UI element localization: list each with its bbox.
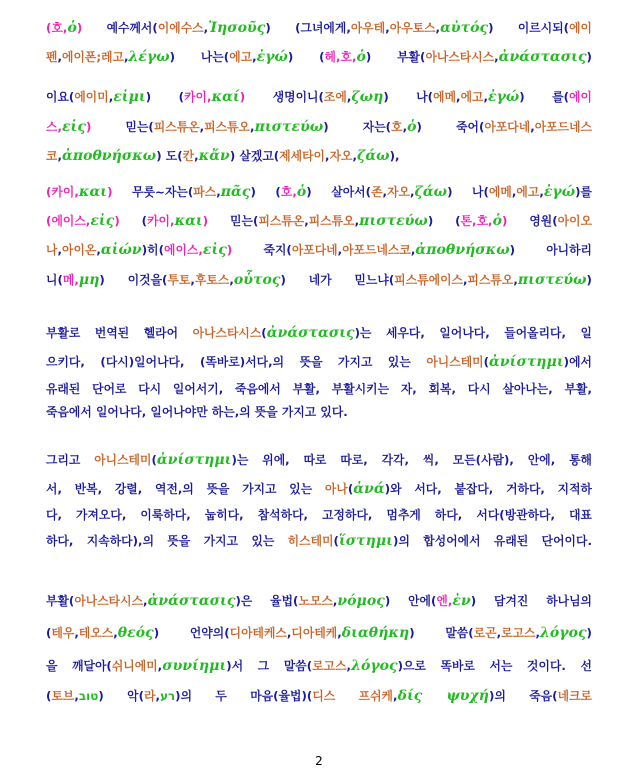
text-segment: ) 부활( xyxy=(365,50,426,64)
particle: , xyxy=(488,214,493,228)
text-segment: , xyxy=(494,50,499,64)
transliteration: 존 xyxy=(371,185,383,199)
particle: ( xyxy=(46,185,52,199)
transliteration: 아포드네스 xyxy=(534,120,592,134)
text-segment: ( xyxy=(333,534,339,548)
particle: , xyxy=(170,214,175,228)
original-word: ὁ xyxy=(356,49,366,65)
original-word: εἰμι xyxy=(113,89,146,105)
text-segment: , xyxy=(462,273,468,287)
text-segment: )으로 똑바로 서는 것이다. 선 xyxy=(397,659,592,673)
text-segment: , xyxy=(382,185,388,199)
text-line xyxy=(46,507,592,523)
text-segment: , xyxy=(124,50,129,64)
original-word: ἀνίστημι xyxy=(489,354,564,370)
transliteration: 에메 xyxy=(488,185,512,199)
original-word: ἀνάστασις xyxy=(266,325,355,341)
transliteration: 투토 xyxy=(167,273,191,287)
text-segment: )의 두 마음(율법)( xyxy=(175,689,313,703)
text-segment: , xyxy=(352,149,358,163)
original-word: εἰς xyxy=(202,242,227,258)
text-segment: ) xyxy=(586,273,592,287)
original-word: θεός xyxy=(117,625,154,641)
text-segment: , xyxy=(535,626,541,640)
particle: ) xyxy=(226,243,233,257)
text-segment: , xyxy=(286,626,292,640)
transliteration: 피스튜온 xyxy=(153,120,200,134)
text-segment: , xyxy=(74,689,79,703)
particle: 스 xyxy=(46,120,58,134)
text-segment: ) 아니하리 xyxy=(509,243,592,257)
particle: 호 xyxy=(51,21,63,35)
text-line xyxy=(46,184,592,200)
text-line xyxy=(46,593,592,609)
particle: ) xyxy=(114,214,120,228)
original-word: λόγος xyxy=(351,658,398,674)
original-word: ὁ xyxy=(67,20,77,36)
text-segment: ), xyxy=(389,149,400,163)
transliteration: 디아테케 xyxy=(291,626,338,640)
transliteration: 아나 xyxy=(324,482,348,496)
transliteration: 코 xyxy=(46,149,58,163)
text-segment: ) ( xyxy=(287,50,325,64)
text-segment: 예수께서( xyxy=(82,21,158,35)
text-segment: , xyxy=(354,214,360,228)
original-word: ὁ xyxy=(492,213,502,229)
original-word: ἀποθνήσκω xyxy=(62,148,157,164)
transliteration: 피스튜오 xyxy=(308,214,355,228)
transliteration: 디아테케스 xyxy=(229,626,287,640)
text-segment: , xyxy=(530,120,535,134)
transliteration: 에이폰;레고 xyxy=(62,50,124,64)
text-segment: , xyxy=(57,50,62,64)
text-line xyxy=(46,404,592,420)
transliteration: 에메 xyxy=(433,90,457,104)
transliteration: 아이온 xyxy=(62,243,97,257)
text-line xyxy=(46,452,592,468)
text-segment: ) 나( xyxy=(383,90,434,104)
particle: ) xyxy=(239,90,246,104)
particle: ( xyxy=(46,21,52,35)
text-segment: , xyxy=(385,21,390,35)
text-segment: , xyxy=(203,21,209,35)
text-segment: ) 나는( xyxy=(169,50,230,64)
transliteration: 아우토스 xyxy=(389,21,436,35)
text-segment: , xyxy=(194,149,199,163)
original-word: διαθήκη xyxy=(341,625,410,641)
particle: 카이 xyxy=(147,214,171,228)
transliteration: 자오 xyxy=(329,149,353,163)
original-word: δίς ψυχή xyxy=(397,688,489,704)
text-line xyxy=(46,272,592,288)
transliteration: 아니스테미 xyxy=(426,355,484,369)
text-segment: 무릇~자는( xyxy=(112,185,194,199)
transliteration: 피스튜온 xyxy=(258,214,305,228)
text-segment: 믿는( xyxy=(208,214,259,228)
text-segment: , xyxy=(410,243,416,257)
text-segment: ) xyxy=(586,626,592,640)
text-line xyxy=(46,325,592,341)
transliteration: 아포다네 xyxy=(484,120,531,134)
text-segment: , xyxy=(304,214,309,228)
transliteration: 디스 프쉬케 xyxy=(312,689,394,703)
text-segment: )와 서다, 붙잡다, 거하다, 지적하 xyxy=(384,482,593,496)
text-segment: ) 악( xyxy=(98,689,145,703)
text-segment: ) ( xyxy=(145,90,185,104)
transliteration: 히스테미 xyxy=(287,534,334,548)
transliteration: 아나스타시스 xyxy=(425,50,495,64)
original-word: ὁ xyxy=(407,119,417,135)
transliteration: 라 xyxy=(144,689,156,703)
particle: 톤 xyxy=(460,214,473,228)
transliteration: 칸 xyxy=(182,149,195,163)
particle: ) xyxy=(76,21,83,35)
particle: , xyxy=(85,214,91,228)
transliteration: 아이오 xyxy=(557,214,593,228)
transliteration: 피스튜오 xyxy=(204,120,251,134)
transliteration: 노모스 xyxy=(298,594,333,608)
particle: ) xyxy=(202,214,209,228)
text-segment: ) 죽어( xyxy=(416,120,485,134)
text-segment: , xyxy=(511,185,517,199)
transliteration: 에고 xyxy=(229,50,253,64)
original-word: εἰς xyxy=(90,213,115,229)
particle: ) xyxy=(501,214,508,228)
original-word: ζάω xyxy=(357,148,390,164)
original-word: και xyxy=(174,213,203,229)
text-segment: , xyxy=(346,659,352,673)
original-word: λόγος xyxy=(540,625,587,641)
particle: , xyxy=(335,50,341,64)
transliteration: 에고 xyxy=(460,90,484,104)
text-segment: , xyxy=(252,50,257,64)
transliteration: 로고스 xyxy=(312,659,347,673)
original-word: αὐτός xyxy=(440,20,489,36)
text-segment: , xyxy=(402,120,408,134)
text-segment: , xyxy=(57,149,62,163)
original-word: Ἰησοῦς xyxy=(208,20,266,36)
text-segment: 부활( xyxy=(46,594,75,608)
text-segment: ) 안에( xyxy=(384,594,437,608)
text-segment: ) 나( xyxy=(447,185,489,199)
text-segment: )서 그 말씀( xyxy=(226,659,313,673)
transliteration: 테우 xyxy=(51,626,75,640)
transliteration: 나 xyxy=(46,243,58,257)
text-line xyxy=(46,20,592,36)
text-segment: , xyxy=(108,90,114,104)
transliteration: 아나스타시스 xyxy=(74,594,144,608)
original-word: πιστεύω xyxy=(517,272,587,288)
particle: , xyxy=(292,185,297,199)
text-segment: ( xyxy=(119,214,148,228)
particle: , xyxy=(351,50,357,64)
transliteration: 쉬니에미 xyxy=(111,659,158,673)
particle: 호 xyxy=(280,185,293,199)
original-word: ἀποθνήσκω xyxy=(415,242,510,258)
transliteration: 펜 xyxy=(46,50,58,64)
particle: , xyxy=(472,214,477,228)
transliteration: 제세타이 xyxy=(279,149,326,163)
text-segment: ) 이것을( xyxy=(99,273,168,287)
text-segment: , xyxy=(496,626,502,640)
text-segment: ) 이르시되( xyxy=(488,21,570,35)
particle: 에이 xyxy=(569,90,592,104)
text-line xyxy=(46,49,592,65)
text-segment: , xyxy=(393,689,398,703)
text-segment: )히( xyxy=(141,243,165,257)
transliteration: 에이 xyxy=(569,21,592,35)
text-segment: ) 살겠고( xyxy=(229,149,280,163)
original-word: μη xyxy=(78,272,100,288)
text-segment: ( xyxy=(151,453,157,467)
text-segment: ( xyxy=(347,482,354,496)
transliteration: 에이미 xyxy=(74,90,109,104)
page-number: 2 xyxy=(315,754,323,768)
text-segment: 영원( xyxy=(507,214,558,228)
transliteration: 조에 xyxy=(323,90,347,104)
particle: 메 xyxy=(62,273,75,287)
text-segment: , xyxy=(143,594,148,608)
transliteration: 아니스테미 xyxy=(94,453,152,467)
text-segment: )의 죽음( xyxy=(489,689,558,703)
particle: , xyxy=(198,243,203,257)
text-segment: ( xyxy=(46,626,52,640)
particle: ( xyxy=(46,214,52,228)
text-segment: , xyxy=(96,243,101,257)
text-segment: ( xyxy=(483,355,490,369)
text-segment: )는 위에, 따로 따로, 각각, 씩, 모든(사람), 안에, 통해 xyxy=(231,453,593,467)
original-word: νόμος xyxy=(337,593,385,609)
particle: 호 xyxy=(340,50,352,64)
original-word: αἰών xyxy=(100,242,142,258)
transliteration: 피스튜오 xyxy=(467,273,514,287)
original-word: ὁ xyxy=(296,184,307,200)
text-segment: 유래된 단어로 다시 일어서기, 죽음에서 부활, 부활시키는 자, 회복, 다시 살아나는, 부활, xyxy=(46,382,592,396)
text-segment: 부활로 번역된 헬라어 xyxy=(46,326,193,340)
text-segment: , xyxy=(157,659,163,673)
original-word: טוב xyxy=(78,689,99,703)
transliteration: 아포다네 xyxy=(291,243,338,257)
transliteration: 아포드네스코 xyxy=(342,243,411,257)
particle: 호 xyxy=(476,214,489,228)
text-segment: 생명이니( xyxy=(245,90,324,104)
particle: 카이 xyxy=(184,90,208,104)
text-segment: ) 네가 믿느냐( xyxy=(280,273,395,287)
original-word: ἐγώ xyxy=(543,184,576,200)
text-segment: ) 도( xyxy=(156,149,183,163)
text-segment: 믿는( xyxy=(91,120,154,134)
text-line xyxy=(46,242,592,258)
text-segment: , xyxy=(456,90,461,104)
text-segment: ) 를( xyxy=(519,90,570,104)
text-segment: , xyxy=(435,21,441,35)
particle: ) xyxy=(107,185,113,199)
transliteration: 로곤 xyxy=(473,626,497,640)
text-segment: ( xyxy=(46,689,52,703)
text-segment: ) 살아서( xyxy=(306,185,372,199)
text-segment: 하다, 지속하다),의 뜻을 가지고 있는 xyxy=(46,534,288,548)
text-segment: , xyxy=(155,689,161,703)
text-segment: )는 세우다, 일어나다, 들어올리다, 일 xyxy=(354,326,593,340)
particle: 엔 xyxy=(436,594,448,608)
text-segment: , xyxy=(513,273,518,287)
text-segment: , xyxy=(113,626,118,640)
original-word: κἄν xyxy=(198,148,230,164)
text-segment: , xyxy=(409,185,415,199)
transliteration: 파스 xyxy=(193,185,217,199)
transliteration: 피스튜에이스 xyxy=(394,273,463,287)
text-segment: , xyxy=(74,626,79,640)
transliteration: 네크로 xyxy=(557,689,592,703)
text-segment: ) xyxy=(586,50,592,64)
text-segment: ) 담겨진 하나님의 xyxy=(470,594,592,608)
text-segment: 그리고 xyxy=(46,453,95,467)
transliteration: 로고스 xyxy=(501,626,536,640)
text-line xyxy=(46,658,592,674)
original-word: εἰς xyxy=(62,119,86,135)
text-line xyxy=(46,119,592,135)
original-word: ἐν xyxy=(452,593,471,609)
particle: , xyxy=(207,90,212,104)
text-line xyxy=(46,481,592,497)
particle: , xyxy=(74,273,79,287)
original-word: πᾶς xyxy=(220,184,251,200)
text-line xyxy=(46,213,592,229)
original-word: ἀνάστασις xyxy=(147,593,236,609)
text-segment: , xyxy=(539,185,544,199)
original-word: πιστεύω xyxy=(359,213,428,229)
text-segment: , xyxy=(199,120,205,134)
transliteration: 호 xyxy=(391,120,403,134)
text-segment: 다, 가져오다, 이룩하다, 눕히다, 참석하다, 고정하다, 멈추게 하다, 서다(방관하다, 대표 xyxy=(46,508,592,522)
particle: 헤 xyxy=(324,50,336,64)
original-word: λέγω xyxy=(128,49,170,65)
text-segment: )은 율법( xyxy=(235,594,299,608)
text-segment: 을 깨달아( xyxy=(46,659,112,673)
text-segment: 으키다, (다시)일어나다, (똑바로)서다,의 뜻을 가지고 있는 xyxy=(46,355,427,369)
text-segment: , xyxy=(337,243,343,257)
particle: 에이스 xyxy=(164,243,199,257)
text-segment: 죽음에서 일어나다, 일어나야만 하는,의 뜻을 가지고 있다. xyxy=(46,405,348,419)
text-segment: , xyxy=(483,90,489,104)
original-word: ἀνάστασις xyxy=(498,49,587,65)
transliteration: 아나스타시스 xyxy=(192,326,262,340)
transliteration: 후토스 xyxy=(194,273,230,287)
text-segment: , xyxy=(216,185,221,199)
text-segment: )에서 xyxy=(563,355,592,369)
original-word: ἐγώ xyxy=(488,89,520,105)
text-segment: )의 합성어에서 유래된 단어이다. xyxy=(393,534,592,548)
transliteration: 토브 xyxy=(51,689,75,703)
text-line xyxy=(46,148,592,164)
original-word: ἀνίστημι xyxy=(156,452,232,468)
original-word: και xyxy=(78,184,108,200)
text-segment: 이요( xyxy=(46,90,75,104)
transliteration: 아우테 xyxy=(350,21,386,35)
original-word: πιστεύω xyxy=(254,119,324,135)
text-line xyxy=(46,354,592,370)
original-word: ζάω xyxy=(414,184,448,200)
text-segment: ) ( xyxy=(427,214,461,228)
text-segment: 니( xyxy=(46,273,63,287)
transliteration: 에고 xyxy=(516,185,540,199)
text-line xyxy=(46,688,592,704)
text-segment: ) 말씀( xyxy=(409,626,474,640)
text-segment: , xyxy=(190,273,195,287)
original-word: ἵστημι xyxy=(338,533,394,549)
particle: 에이스 xyxy=(51,214,86,228)
text-segment: 서, 반복, 강렬, 역전,의 뜻을 가지고 있는 xyxy=(46,482,325,496)
particle: , xyxy=(57,120,62,134)
text-segment: , xyxy=(332,594,338,608)
text-segment: , xyxy=(250,120,255,134)
text-segment: , xyxy=(57,243,62,257)
transliteration: 자오 xyxy=(387,185,410,199)
text-segment: ) ( xyxy=(250,185,281,199)
text-segment: 죽지( xyxy=(232,243,292,257)
particle: 카이 xyxy=(51,185,75,199)
text-segment: ) 자는( xyxy=(323,120,392,134)
text-segment: , xyxy=(346,90,352,104)
particle: , xyxy=(74,185,79,199)
text-segment: , xyxy=(337,626,342,640)
text-line xyxy=(46,625,592,641)
original-word: οὗτος xyxy=(233,272,281,288)
particle: ) xyxy=(85,120,92,134)
original-word: ἀνά xyxy=(353,481,385,497)
text-line xyxy=(46,533,592,549)
text-line xyxy=(46,89,592,105)
original-word: רע xyxy=(160,689,176,703)
original-word: καί xyxy=(211,89,240,105)
particle: , xyxy=(447,594,453,608)
particle: , xyxy=(62,21,68,35)
original-word: ζωη xyxy=(351,89,384,105)
transliteration: 이에수스 xyxy=(157,21,204,35)
text-segment: )를 xyxy=(575,185,592,199)
text-segment: , xyxy=(229,273,234,287)
text-segment: ( xyxy=(261,326,267,340)
text-line xyxy=(46,381,592,397)
text-segment: , xyxy=(325,149,330,163)
text-segment: ) 언약의( xyxy=(153,626,230,640)
original-word: συνίημι xyxy=(162,658,227,674)
transliteration: 테오스 xyxy=(78,626,114,640)
original-word: ἐγώ xyxy=(256,49,288,65)
text-segment: ) (그녀에게, xyxy=(265,21,351,35)
